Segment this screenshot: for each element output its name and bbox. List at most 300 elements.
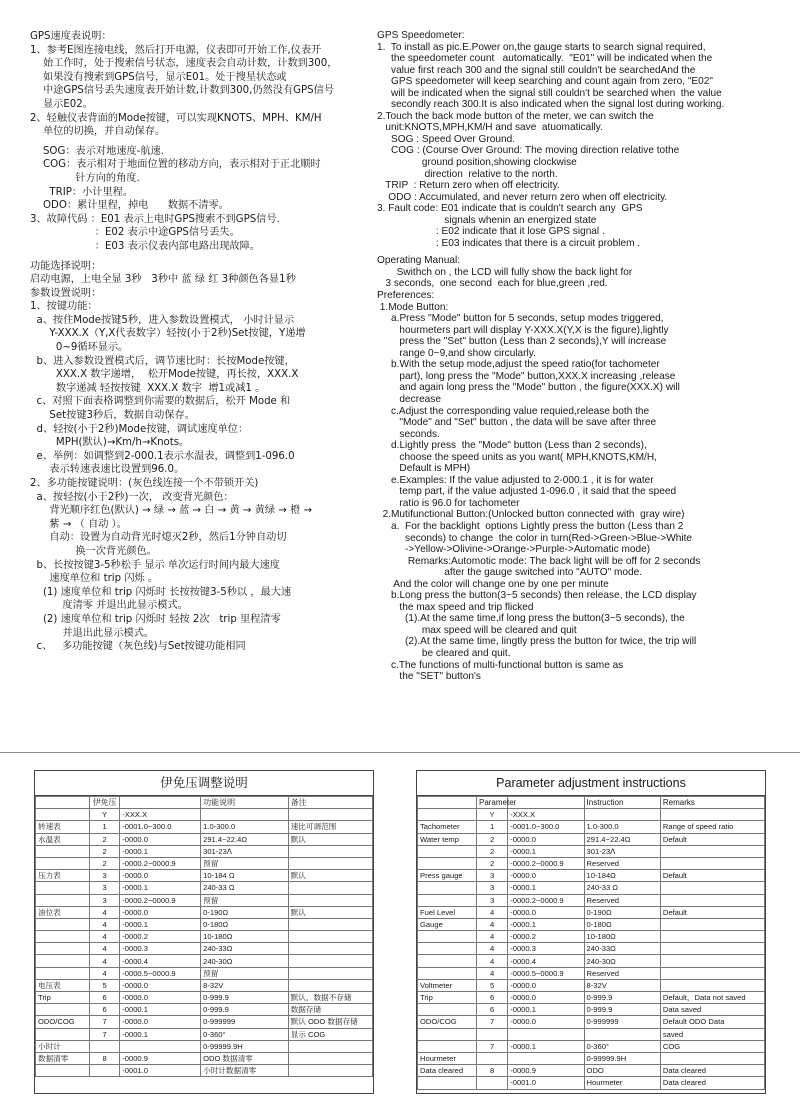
table-cell — [660, 967, 764, 979]
table-cell: 数据存储 — [288, 1004, 372, 1016]
table-cell — [418, 967, 477, 979]
table-cell: 小时计 — [36, 1040, 90, 1052]
text-line: GPS speedometer will keep searching and count again from zero, "E02" — [377, 76, 713, 88]
table-cell: 8-32V — [201, 979, 289, 991]
table-cell: 240-30Ω — [584, 955, 660, 967]
table-cell: 240-33Ω — [201, 943, 289, 955]
table-cell: -0000.0 — [508, 906, 584, 918]
text-line: GPS速度表说明： — [30, 31, 112, 42]
table-cell: 0-180Ω — [584, 918, 660, 930]
table-row — [418, 845, 765, 857]
table-cell: 预留 — [201, 894, 289, 906]
table-row — [36, 870, 373, 882]
table-row — [36, 1065, 373, 1077]
table-cell: 4 — [89, 918, 119, 930]
table-cell: 预留 — [201, 967, 289, 979]
text-line: 1、参考E图连接电线，然后打开电源，仪表即可开始工作,仪表开 — [30, 44, 322, 56]
table-cell — [660, 943, 764, 955]
text-line: ODO：累计里程，掉电 数据不清零。 — [30, 200, 229, 212]
text-line: 始工作时，处于搜索信号状态，速度表会自动计数，计数到300， — [30, 58, 338, 70]
table-row — [418, 882, 765, 894]
table-cell — [418, 857, 477, 869]
text-line: : E03 indicates that there is a circuit problem . — [377, 237, 641, 249]
table-cell — [288, 955, 372, 967]
text-line: 功能选择说明： — [30, 260, 102, 272]
text-line: secondly reach 300.It is also indicated when the signal lost during working. — [377, 99, 725, 111]
table-cell: -0000.0 — [120, 979, 201, 991]
table-cell — [418, 882, 477, 894]
text-line: Operating Manual: — [377, 255, 461, 267]
table-row — [36, 809, 373, 821]
table-cell: -0000.9 — [120, 1052, 201, 1064]
text-line: a.Press "Mode" button for 5 seconds, setup modes triggered, — [377, 313, 664, 325]
table-cell: ODO/COG — [418, 1016, 477, 1028]
table-cell: 240-33 Ω — [201, 882, 289, 894]
table-cell — [508, 1052, 584, 1064]
table-cell: 3 — [89, 882, 119, 894]
table-cell: -0000.0 — [120, 906, 201, 918]
table-cell: -0001.0 — [508, 1077, 584, 1089]
text-line: 换一次背光颜色。 — [30, 545, 157, 557]
table-cell: 240-33 Ω — [584, 882, 660, 894]
table-cell — [660, 979, 764, 991]
table-cell: 0-99999.9H — [584, 1052, 660, 1064]
table-cell: -0000.1 — [508, 1040, 584, 1052]
text-line: b、长按按键3-5秒松手 显示 单次运行时间内最大速度 — [30, 559, 280, 571]
column-header — [120, 797, 201, 809]
table-cell — [418, 1040, 477, 1052]
table-cell: -0000.3 — [508, 943, 584, 955]
table-cell: 3 — [476, 882, 507, 894]
table-grid — [417, 796, 765, 1090]
table-cell — [476, 1052, 507, 1064]
table-cell — [288, 967, 372, 979]
table-row — [418, 1077, 765, 1089]
table-row — [418, 1004, 765, 1016]
text-line: 针方向的角度. — [30, 172, 140, 184]
table-title: Parameter adjustment instructions — [417, 771, 765, 796]
table-cell: -0000.2~0000.9 — [120, 857, 201, 869]
table-cell: 7 — [89, 1028, 119, 1040]
table-cell: 0-999.9 — [201, 992, 289, 1004]
table-row — [418, 1065, 765, 1077]
table-cell — [660, 955, 764, 967]
table-cell: 3 — [476, 870, 507, 882]
table-cell: 3 — [476, 894, 507, 906]
table-cell — [36, 809, 90, 821]
table-cell: 5 — [89, 979, 119, 991]
table-row — [36, 943, 373, 955]
table-cell — [288, 931, 372, 943]
table-row — [36, 906, 373, 918]
table-cell: 预留 — [201, 857, 289, 869]
table-cell: saved — [660, 1028, 764, 1040]
english-instructions — [377, 30, 789, 683]
table-cell: Y — [89, 809, 119, 821]
table-row — [36, 1016, 373, 1028]
text-line: (1) 速度单位和 trip 闪烁时 长按按键3-5秒以 ，最大速 — [30, 586, 292, 598]
table-cell: -0000.0 — [120, 870, 201, 882]
table-cell: 6 — [89, 1004, 119, 1016]
text-line: 数字递减 轻按按键 XXX.X 数字 增1或减1 。 — [30, 382, 266, 394]
text-line: 3. Fault code: E01 indicate that is couldn't search any GPS — [377, 203, 643, 215]
table-row — [36, 845, 373, 857]
table-cell: 默认 — [288, 906, 372, 918]
table-cell: Data cleared — [418, 1065, 477, 1077]
table-row — [36, 833, 373, 845]
table-cell: Trip — [36, 992, 90, 1004]
table-cell: 0-99999.9H — [201, 1040, 289, 1052]
table-cell — [660, 1052, 764, 1064]
table-cell — [89, 1065, 119, 1077]
table-cell — [476, 1077, 507, 1089]
table-cell: 默认 ODO 数据存储 — [288, 1016, 372, 1028]
table-row — [418, 955, 765, 967]
table-cell: Data cleared — [660, 1065, 764, 1077]
text-line: TRIP : Return zero when off electricity. — [377, 180, 560, 192]
table-row — [418, 1016, 765, 1028]
text-line: ：E02 表示中途GPS信号丢失。 — [30, 227, 240, 239]
text-line: 0~9循环显示。 — [30, 342, 129, 354]
table-row — [418, 979, 765, 991]
text-line: unit:KNOTS,MPH,KM/H and save atuomatically. — [377, 122, 603, 134]
table-cell — [418, 809, 477, 821]
table-cell: -0000.1 — [120, 882, 201, 894]
text-line: And the color will change one by one per minute — [377, 578, 609, 590]
table-cell — [418, 1077, 477, 1089]
table-cell: 油位表 — [36, 906, 90, 918]
table-cell: Reserved — [584, 894, 660, 906]
table-cell — [36, 931, 90, 943]
table-cell: -0001.0~300.0 — [508, 821, 584, 833]
text-line: seconds) to change the color in turn(Red->Green->Blue->White — [377, 532, 693, 544]
table-cell: 1 — [476, 821, 507, 833]
text-line: Set按键3秒后，数据自动保存。 — [30, 410, 195, 422]
text-line: the "SET" button's — [377, 671, 481, 683]
table-cell: 10-180Ω — [584, 931, 660, 943]
text-line: 并退出此显示模式。 — [30, 627, 155, 639]
table-cell: 301-23ᐱ — [584, 845, 660, 857]
table-cell: Default，Data not saved — [660, 992, 764, 1004]
table-cell: Y — [476, 809, 507, 821]
column-header — [508, 797, 584, 809]
table-cell — [584, 809, 660, 821]
parameter-table-chinese — [34, 770, 374, 1094]
table-row — [418, 918, 765, 930]
table-cell — [288, 1040, 372, 1052]
table-cell — [660, 918, 764, 930]
text-line: 如果没有搜索到GPS信号，显示E01。处于搜星状态或 — [30, 71, 287, 83]
text-line: hourmeters part will display Y-XXX.X(Y,X is the figure),lightly — [377, 324, 669, 336]
table-cell: 4 — [476, 955, 507, 967]
table-cell — [288, 1052, 372, 1064]
table-cell: -0000.9 — [508, 1065, 584, 1077]
table-row — [36, 1028, 373, 1040]
table-cell: Data saved — [660, 1004, 764, 1016]
table-cell: -0000.2 — [508, 931, 584, 943]
table-cell: 7 — [89, 1016, 119, 1028]
table-cell: Default ODO Data — [660, 1016, 764, 1028]
table-cell — [418, 894, 477, 906]
text-line: 1.Mode Button: — [377, 301, 449, 313]
text-line: Preferences: — [377, 290, 435, 302]
table-cell: 10-180Ω — [201, 931, 289, 943]
text-line: c、对照下面表格调整到你需要的数据后，松开 Mode 和 — [30, 396, 291, 408]
table-cell: ODO — [584, 1065, 660, 1077]
table-cell: Gauge — [418, 918, 477, 930]
table-cell: 0-180Ω — [201, 918, 289, 930]
table-cell: 数据清零 — [36, 1052, 90, 1064]
table-cell — [508, 1028, 584, 1040]
text-line: 3 seconds, one second each for blue,green ,red. — [377, 278, 608, 290]
table-cell: 0-999999 — [584, 1016, 660, 1028]
table-cell: 4 — [89, 931, 119, 943]
table-row — [418, 943, 765, 955]
table-cell: -0000.1 — [120, 918, 201, 930]
text-line: 2.Touch the back mode button of the meter, we can switch the — [377, 110, 654, 122]
table-cell: Fuel Level — [418, 906, 477, 918]
text-line: part), long press the "Mode" button,XXX.X increasing ,release — [377, 370, 676, 382]
column-header: Parameter — [476, 797, 507, 809]
table-cell — [660, 857, 764, 869]
text-line: a、按住Mode按键5秒，进入参数设置模式， 小时计显示 — [30, 314, 295, 326]
table-cell: 0-190Ω — [584, 906, 660, 918]
table-cell: 水温表 — [36, 833, 90, 845]
table-cell — [288, 809, 372, 821]
table-cell — [201, 809, 289, 821]
table-cell — [660, 809, 764, 821]
table-cell: 291.4~22.4Ω — [584, 833, 660, 845]
column-header — [418, 797, 477, 809]
table-row — [36, 857, 373, 869]
table-cell — [660, 845, 764, 857]
text-line: 2、多功能按键说明：(灰色线连接一个不带锁开关) — [30, 478, 259, 489]
table-row — [36, 979, 373, 991]
text-line: ground position,showing clockwise — [377, 157, 577, 169]
table-cell: 6 — [476, 992, 507, 1004]
text-line: Swithch on , the LCD will fully show the back light for — [377, 266, 633, 278]
table-cell: Default — [660, 870, 764, 882]
text-line: temp part, if the value adjusted 1-096.0 , it said that the speed — [377, 486, 677, 498]
text-line: e.Examples: If the value adjusted to 2-000.1 , it is for water — [377, 474, 654, 486]
table-cell: 7 — [476, 1016, 507, 1028]
text-line: range 0~9,and show circularly. — [377, 347, 536, 359]
table-row — [418, 1052, 765, 1064]
table-cell: 默认 — [288, 870, 372, 882]
table-cell: 0-999.9 — [584, 992, 660, 1004]
table-cell: ODO 数据清零 — [201, 1052, 289, 1064]
table-cell: 电压表 — [36, 979, 90, 991]
text-line: SOG : Speed Over Ground. — [377, 133, 516, 145]
table-cell: 240-30Ω — [201, 955, 289, 967]
table-cell: 4 — [476, 943, 507, 955]
table-cell: Range of speed ratio — [660, 821, 764, 833]
table-row — [36, 967, 373, 979]
text-line: press the "Set" button (Less than 2 seconds),Y will increase — [377, 336, 667, 348]
table-cell — [36, 955, 90, 967]
table-cell: -0000.0 — [508, 1016, 584, 1028]
text-line: will be indicated when the signal still couldn't be searched when the value — [377, 87, 722, 99]
text-line: 表示转速表速比设置到96.0。 — [30, 464, 185, 476]
table-cell — [288, 943, 372, 955]
text-line: choose the speed units as you want( MPH,KNOTS,KM/H, — [377, 451, 657, 463]
table-row — [36, 931, 373, 943]
table-cell — [36, 1065, 90, 1077]
table-cell — [288, 979, 372, 991]
table-cell: Reserved — [584, 857, 660, 869]
table-cell: 3 — [89, 870, 119, 882]
table-cell: -0000.0 — [508, 833, 584, 845]
table-cell: 240-33Ω — [584, 943, 660, 955]
text-line: : E02 indicate that it lose GPS signal . — [377, 226, 605, 238]
text-line: decrease — [377, 393, 441, 405]
table-cell: 8 — [89, 1052, 119, 1064]
text-line: the speedometer count automatically. "E01" will be indicated when the — [377, 53, 713, 65]
table-row — [36, 1052, 373, 1064]
text-line: 紫 → （ 自动 ）。 — [30, 518, 127, 530]
table-cell: 小时计数据清零 — [201, 1065, 289, 1077]
text-line: SOG：表示对地速度-航速. — [30, 145, 164, 157]
table-row — [36, 894, 373, 906]
text-line: d、轻按(小于2秒)Mode按键，调试速度单位： — [30, 423, 249, 435]
table-cell: 0-360° — [201, 1028, 289, 1040]
text-line: (2) 速度单位和 trip 闪烁时 轻按 2次 trip 里程清零 — [30, 613, 281, 625]
table-cell — [288, 918, 372, 930]
table-cell: 0-360° — [584, 1040, 660, 1052]
table-cell: -0000.4 — [508, 955, 584, 967]
text-line: TRIP：小计里程。 — [30, 186, 134, 198]
text-line: 2.Mutifunctional Button:(Unlocked button connected with gray wire) — [377, 509, 685, 521]
table-row — [418, 809, 765, 821]
table-cell: -0000.0 — [508, 992, 584, 1004]
table-cell — [288, 894, 372, 906]
table-cell: -0000.2~0000.9 — [508, 857, 584, 869]
table-cell: 0-190Ω — [201, 906, 289, 918]
table-cell: -XXX.X — [120, 809, 201, 821]
table-cell — [418, 1028, 477, 1040]
table-cell: Reserved — [584, 967, 660, 979]
table-cell: 3 — [89, 894, 119, 906]
text-line: a、按轻按(小于2秒)一次， 改变背光颜色： — [30, 491, 234, 503]
table-row — [418, 906, 765, 918]
table-cell: 4 — [476, 967, 507, 979]
table-cell: 2 — [89, 845, 119, 857]
table-cell — [288, 845, 372, 857]
table-cell: -0000.1 — [120, 845, 201, 857]
table-cell: -XXX.X — [508, 809, 584, 821]
text-line: MPH(默认)→Km/h→Knots。 — [30, 437, 190, 449]
text-line: signals whenin an energized state — [377, 214, 597, 226]
text-line: and again long press the "Mode" button , the figure(XXX.X) will — [377, 382, 680, 394]
table-cell — [36, 882, 90, 894]
table-cell — [36, 967, 90, 979]
table-cell — [36, 918, 90, 930]
column-header: 伊免压 — [89, 797, 119, 809]
table-row — [36, 882, 373, 894]
table-cell: 1.0-300.0 — [201, 821, 289, 833]
table-cell: 301-23ᐱ — [201, 845, 289, 857]
text-line: 1、按键功能： — [30, 301, 98, 313]
table-row — [36, 955, 373, 967]
table-row — [418, 870, 765, 882]
table-row — [418, 857, 765, 869]
text-line: e、举例：如调整到2-000.1表示水温表，调整到1-096.0 — [30, 450, 295, 462]
text-line: ：E03 表示仪表内部电路出现故障。 — [30, 240, 261, 252]
table-cell — [660, 894, 764, 906]
table-cell — [476, 1028, 507, 1040]
text-line: direction relative to the north. — [377, 168, 558, 180]
table-cell: Tachometer — [418, 821, 477, 833]
table-cell: -0000.3 — [120, 943, 201, 955]
table-cell: -0001.0~300.0 — [120, 821, 201, 833]
table-cell: -0000.0 — [508, 979, 584, 991]
table-cell — [418, 955, 477, 967]
column-header: 备注 — [288, 797, 372, 809]
text-line: 中途GPS信号丢失速度表开始计数,计数到300,仍然没有GPS信号 — [30, 85, 335, 97]
text-line: 背光顺序红色(默认) → 绿 → 蓝 → 白 → 黄 → 黄绿 → 橙 → — [30, 505, 313, 517]
column-header: 功能说明 — [201, 797, 289, 809]
table-cell: 4 — [89, 955, 119, 967]
table-cell — [89, 1040, 119, 1052]
text-line: be cleared and quit. — [377, 647, 511, 659]
table-cell: 8-32V — [584, 979, 660, 991]
table-cell — [660, 882, 764, 894]
table-cell: -0001.0 — [120, 1065, 201, 1077]
table-cell — [584, 1028, 660, 1040]
text-line: seconds. — [377, 428, 440, 440]
table-row — [36, 1040, 373, 1052]
text-line: 2、轻触仪表背面的Mode按键，可以实现KNOTS、MPH、KM/H — [30, 112, 322, 124]
table-row — [418, 894, 765, 906]
table-cell — [36, 1028, 90, 1040]
text-line: c.The functions of multi-functional button is same as — [377, 659, 624, 671]
text-line: value first reach 300 and the signal still couldn't be searchedAnd the — [377, 64, 696, 76]
text-line: a. For the backlight options Lightly press the button (Less than 2 — [377, 520, 684, 532]
table-cell: -0000.0 — [120, 1016, 201, 1028]
table-cell: Default — [660, 906, 764, 918]
table-cell: 1 — [89, 821, 119, 833]
text-line: COG：表示相对于地面位置的移动方向，表示相对于正北顺时 — [30, 159, 321, 171]
table-cell: -0000.2~0000.9 — [508, 894, 584, 906]
table-cell — [418, 931, 477, 943]
table-cell: -0000.4 — [120, 955, 201, 967]
table-cell: -0000.2~0000.9 — [120, 894, 201, 906]
table-cell — [660, 931, 764, 943]
table-grid — [35, 796, 373, 1077]
table-cell: -0000.0 — [120, 992, 201, 1004]
table-cell: Hourmeter — [418, 1052, 477, 1064]
text-line: XXX.X 数字递增， 松开Mode按键，再长按，XXX.X — [30, 369, 299, 381]
table-cell: -0000.1 — [508, 845, 584, 857]
table-cell: 10-184Ω — [584, 870, 660, 882]
table-row — [418, 821, 765, 833]
text-line: the max speed and trip flicked — [377, 601, 534, 613]
table-row — [36, 821, 373, 833]
table-cell: 4 — [476, 918, 507, 930]
table-cell: 10-184 Ω — [201, 870, 289, 882]
table-cell: 8 — [476, 1065, 507, 1077]
table-cell — [288, 882, 372, 894]
table-cell: 4 — [476, 931, 507, 943]
table-cell: Voltmeter — [418, 979, 477, 991]
table-cell: 2 — [89, 833, 119, 845]
text-line: d.Lightly press the "Mode" button (Less than 2 seconds), — [377, 440, 647, 452]
table-cell: 0-999.9 — [584, 1004, 660, 1016]
text-line: ratio is 96.0 for tachometer — [377, 497, 520, 509]
table-cell: -0000.2 — [120, 931, 201, 943]
table-cell: 2 — [89, 857, 119, 869]
table-cell: COG — [660, 1040, 764, 1052]
